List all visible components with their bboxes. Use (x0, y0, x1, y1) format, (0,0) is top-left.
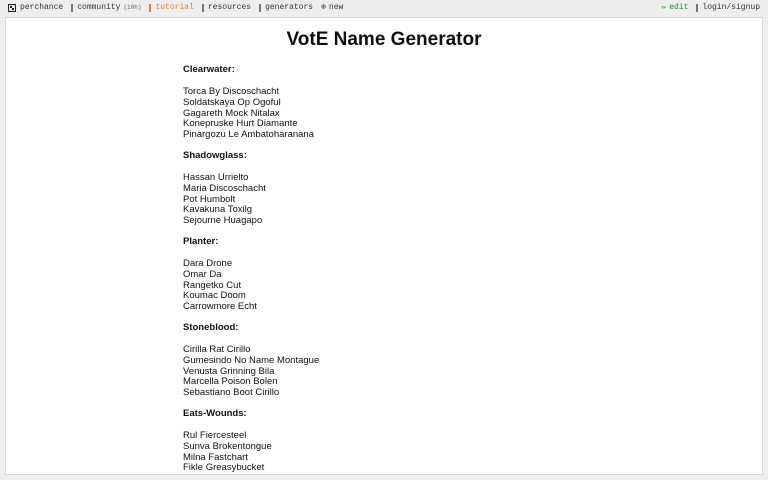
name-list-content (183, 64, 583, 475)
section-planter (183, 236, 583, 313)
nav-community-badge: (10h) (123, 4, 142, 11)
nav-generators-label: generators (265, 3, 314, 12)
nav-generators[interactable] (259, 3, 313, 12)
section-heading: Planter: (183, 235, 219, 247)
name-item: Sejourne Huagapo (183, 215, 263, 227)
name-item: Dara Drone (183, 257, 233, 269)
name-item: Konepruske Hurt Diamante (183, 118, 298, 130)
nav-login-label: login/signup (702, 3, 760, 12)
name-item: Torca By Discoschacht (183, 86, 280, 97)
nav-tutorial[interactable] (149, 3, 193, 12)
name-item: Koumac Doom (183, 290, 246, 302)
name-item: Venusta Grinning Bila (183, 365, 275, 377)
top-nav-right (653, 3, 760, 12)
name-item: Marcella Poison Bolen (183, 376, 278, 388)
pencil-icon: ✏ (661, 2, 667, 12)
name-item: Sebastiano Boot Cirillo (183, 387, 280, 399)
nav-new-label: new (328, 3, 344, 12)
name-item: Milna Fastchart (183, 451, 248, 463)
top-nav-left (8, 3, 351, 12)
nav-edit-label: edit (669, 3, 689, 12)
bar-icon (696, 4, 698, 12)
top-nav-bar (0, 0, 768, 16)
bar-icon (149, 4, 151, 12)
bar-icon (259, 4, 261, 12)
section-heading: Shadowglass: (183, 149, 247, 161)
nav-community-label: community (77, 3, 121, 12)
section-shadowglass (183, 150, 583, 227)
nav-resources[interactable] (202, 3, 251, 12)
name-item: Hassan Urrielto (183, 171, 249, 183)
section-heading: Stoneblood: (183, 321, 239, 333)
nav-community[interactable] (71, 3, 141, 12)
bar-icon (202, 4, 204, 12)
nav-login-signup[interactable] (696, 3, 760, 12)
name-item: Rul Fiercesteel (183, 429, 247, 441)
nav-perchance[interactable] (8, 3, 63, 12)
name-item: Sunva Brokentongue (183, 440, 272, 452)
name-item: Soldatskaya Op Ogoful (183, 96, 281, 108)
nav-perchance-label: perchance (20, 3, 64, 12)
name-item: Gumesindo No Name Montague (183, 354, 320, 366)
name-item: Rangetko Cut (183, 279, 242, 291)
name-item: Pot Humbolt (183, 193, 236, 205)
nav-edit[interactable] (661, 3, 688, 12)
section-heading: Clearwater: (183, 64, 235, 75)
section-clearwater (183, 64, 583, 141)
name-item: Gagareth Mock Nitalax (183, 107, 280, 119)
plus-circle-icon: ⊕ (321, 2, 326, 12)
nav-resources-label: resources (207, 3, 252, 12)
section-eats-wounds (183, 408, 583, 474)
nav-new[interactable] (321, 3, 343, 12)
name-item: Maria Discoschacht (183, 182, 266, 194)
name-item: Pinargozu Le Ambatoharanana (183, 129, 314, 141)
section-stoneblood (183, 322, 583, 399)
generator-page (5, 17, 763, 475)
bar-icon (71, 4, 73, 12)
section-heading: Eats-Wounds: (183, 407, 247, 419)
name-item: Omar Da (183, 268, 222, 280)
dice-logo-icon (8, 4, 16, 12)
nav-tutorial-label: tutorial (155, 3, 194, 12)
name-item: Fikle Greasybucket (183, 462, 265, 474)
name-item: Cirilla Rat Cirillo (183, 343, 251, 355)
name-item: Kavakuna Toxilg (183, 204, 253, 216)
name-item: Carrowmore Echt (183, 301, 257, 313)
page-title: VotE Name Generator (286, 29, 482, 50)
